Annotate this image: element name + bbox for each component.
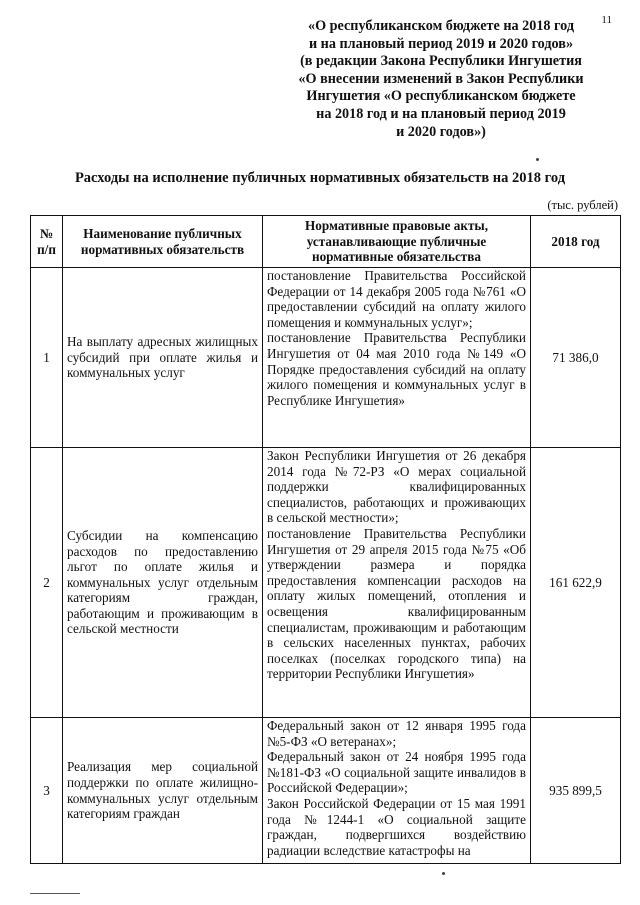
legal-act: Федеральный закон от 12 января 1995 года №5-ФЗ «О ветеранах»; — [267, 718, 526, 749]
header-line: на 2018 год и на плановый период 2019 — [316, 105, 566, 122]
header-line: и 2020 годов») — [396, 123, 486, 140]
column-header-name: Наименование публичных нормативных обязательств — [63, 216, 263, 268]
page-number: 11 — [601, 14, 612, 26]
table-row — [31, 448, 621, 718]
row-number: 2 — [31, 448, 63, 718]
scan-speck — [536, 158, 539, 161]
header-line: «О республиканском бюджете на 2018 год — [307, 18, 575, 34]
header-line: (в редакции Закона Республики Ингушетия — [300, 53, 582, 70]
column-header-number: № п/п — [31, 216, 63, 268]
legal-act: Закон Республики Ингушетия от 26 декабря 2014 года №72-РЗ «О мерах социальной поддержки квалифицированных специалистов, работающих и проживающих в сельской местности»; — [267, 448, 526, 526]
legal-acts — [263, 718, 531, 864]
legal-act: Федеральный закон от 24 ноября 1995 года №181-ФЗ «О социальной защите инвалидов в Российской Федерации»; — [267, 749, 526, 796]
amount-2018: 161 622,9 — [531, 448, 621, 718]
table-row — [31, 718, 621, 864]
column-header-year: 2018 год — [531, 216, 621, 268]
legal-acts — [263, 448, 531, 718]
units-note: (тыс. рублей) — [547, 198, 618, 212]
legal-act: Закон Российской Федерации от 15 мая 1991 года №1244-1 «О социальной защите граждан, подвергшихся воздействию радиации вследствие катастрофы на — [267, 795, 526, 858]
amount-2018: 935 899,5 — [531, 718, 621, 864]
document-title: Расходы на исполнение публичных нормативных обязательств на 2018 год — [74, 170, 566, 186]
obligation-name: Реализация мер социальной поддержки по оплате жилищно-коммунальных услуг отдельным категориям граждан — [63, 718, 263, 864]
legal-act: постановление Правительства Республики Ингушетия от 29 апреля 2015 года №75 «Об утверждении размера и порядка предоставления компенсации расходов на оплату жилых помещений, отопления и освещения квалифицированным специалистам, проживающим и работающим в сельских населенных пунктах, рабочих поселках (поселках городского типа) на территории Республики Ингушетия» — [267, 525, 526, 682]
obligation-name: На выплату адресных жилищных субсидий при оплате жилья и коммунальных услуг — [63, 268, 263, 448]
legal-act: постановление Правительства Республики Ингушетия от 04 мая 2010 года №149 «О Порядке предоставления субсидий на оплату жилого помещения и коммунальных услуг в Республике Ингушетия» — [267, 330, 526, 408]
table-header-row — [31, 216, 621, 268]
legal-act: постановление Правительства Российской Федерации от 14 декабря 2005 года №761 «О предоставлении субсидий на оплату жилого помещения и коммунальных услуг»; — [267, 268, 526, 330]
header-line: Ингушетия «О республиканском бюджете — [306, 88, 576, 105]
document-header — [256, 18, 626, 141]
header-line: и на плановый период 2019 и 2020 годов» — [308, 35, 574, 52]
table-row — [31, 268, 621, 448]
obligation-name: Субсидии на компенсацию расходов по предоставлению льгот по оплате жилья и коммунальных услуг отдельным категориям граждан, работающим и проживающим в сельской местности — [63, 448, 263, 718]
obligations-table — [30, 215, 621, 864]
legal-acts — [263, 268, 531, 448]
row-number: 3 — [31, 718, 63, 864]
scan-edge-line — [30, 893, 80, 894]
header-line: «О внесении изменений в Закон Республики — [298, 70, 584, 87]
row-number: 1 — [31, 268, 63, 448]
amount-2018: 71 386,0 — [531, 268, 621, 448]
scan-speck — [442, 872, 445, 875]
column-header-acts: Нормативные правовые акты, устанавливающие публичные нормативные обязательства — [263, 216, 531, 268]
